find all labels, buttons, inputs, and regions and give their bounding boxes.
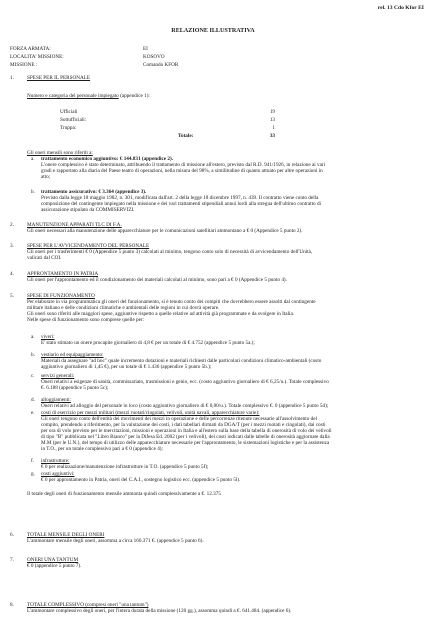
staff-count: 19 xyxy=(269,109,275,115)
text-line: Nelle spese di funzionamento sono comprese quelle per: xyxy=(27,317,145,323)
section-number: 8. xyxy=(10,602,14,608)
text-line: L'ammontare complessivo degli oneri, per l'intera durata della missione (120 gg.), assomma quindi a €. 641.484. (appendice 6). xyxy=(27,608,292,614)
oneri-item-title: trattamento assicurativo: € 3.364 (appendice 3). xyxy=(41,189,147,195)
item-letter: b. xyxy=(31,189,35,195)
item-letter: e. xyxy=(31,410,35,416)
item-letter: c. xyxy=(31,373,35,379)
section-number: 2. xyxy=(10,222,14,228)
text-line: Oneri relativi ad alloggio del personale in loco (costo aggiuntivo giornaliero di € 0,00/u.). Totale complessivo €. 0 (appendice 5 punto 5d); xyxy=(41,403,329,409)
meta-label: MISSIONE : xyxy=(10,62,38,68)
text-line: atto; xyxy=(41,174,51,180)
text-line: €. 6.188 (appendice 5 punto 5c); xyxy=(41,385,109,391)
text-line: in T.O., per un totale complessivo pari a € 0 (appendice 4); xyxy=(41,446,163,452)
text-line: gradi e rapportato alla diaria del Paese teatro di operazioni, nella misura del 98%, a similitudine di quanto attuato per altre operazioni in xyxy=(41,168,323,174)
item-title: costi di esercizio per mezzi militari (mezzi ruotati/cingolati, velivoli, unità navali, apparecchiature varie): xyxy=(41,410,260,416)
meta-label: FORZA ARMATA: xyxy=(10,46,51,52)
staff-total-value: 33 xyxy=(269,133,275,139)
item-title: servizi generali: xyxy=(41,373,75,379)
oneri-intro: Gli oneri mensili sono riferiti a: xyxy=(27,150,93,156)
section-number: 3. xyxy=(10,243,14,249)
staff-label: Truppa: xyxy=(60,125,77,131)
text-line: compito, prendendo a riferimento, per la valutazione dei costi, i dati tabellari dirmati da DGA/T (per i mezzi ruotati e cingolati), dai costi xyxy=(41,422,326,428)
text-line: valicati dal COI. xyxy=(27,255,62,261)
staff-count: 1 xyxy=(272,125,275,131)
section-number: 6. xyxy=(10,532,14,538)
text-line: Gli oneri sono riferiti alle maggiori spese, aggiuntive rispetto a quelle relative ad attività già programmate e da svolgere in Italia. xyxy=(27,311,295,317)
section-title: TOTALE MENSILE DEGLI ONERI xyxy=(27,532,105,538)
text-line: L'onere complessivo è stato determinato, attribuendo il trattamento di missione all'estero, previsto dal R.D. 941/1926, in relazione ai vari xyxy=(41,162,326,168)
text-line: Gli oneri per l'approntamento ed il condizionamento dei materiali calcolati al minimo, sono pari a € 0 (Appendice 5 punto 4). xyxy=(27,277,287,283)
staff-label: Sottufficiali: xyxy=(60,117,87,123)
text-line: € 0 per realizzazione/manutenzione infrastrutture in T.O. (appendice 5 punto 5f); xyxy=(41,464,209,470)
item-letter: b. xyxy=(31,352,35,358)
section-title: SPESE PER IL PERSONALE xyxy=(27,75,91,81)
section-number: 7. xyxy=(10,557,14,563)
staff-count: 13 xyxy=(269,117,275,123)
item-letter: g. xyxy=(31,471,35,477)
text-line: per ora di volo previsto per le mercitazioni, missioni e operazioni in Italia e all'estero sulla base della tabella di onerosità di volo dei velivoli xyxy=(41,428,332,434)
document-reference: rel. 13 Cdo Kfor EI xyxy=(377,5,424,11)
text-line: E' stato stimato un onere procapite giornaliero di 4,8 € per un totale di € 4.752 (appendice 5 punto 5a.); xyxy=(41,340,255,346)
section-title: ONERI UNA TANTUM xyxy=(27,557,79,563)
text-line: assicurazione stipulato da COMMISERVIZI. xyxy=(41,207,135,213)
item-title: infrastrutture: xyxy=(41,458,70,464)
text-line: Gli oneri tengono conto dell'entità dei movimenti dei mezzi in operazione e delle percorrenze ritenute necessarie all'assolvimento del xyxy=(41,416,317,422)
text-line: Gli oneri per i trasferimenti € 0 (Appendice 5 punto 3) calcolati al minimo, tengono conto solo di necessità di avvicendamento dell'Unità, xyxy=(27,249,313,255)
meta-label: LOCALITA' MISSIONE: xyxy=(10,54,64,60)
item-letter: d. xyxy=(31,397,35,403)
item-title: vestiario ed equipaggiamento: xyxy=(41,352,104,358)
item-title: alloggiamenti: xyxy=(41,397,71,403)
text-line: Gli oneri necessari alla manutenzione delle apparecchiature per le comunicazioni satellitari ammontano a € 0 (Appendice 5 punto 2). xyxy=(27,228,303,234)
section-title: TOTALE COMPLESSIVO (compresi oneri "una tantum") xyxy=(27,602,149,608)
staff-heading: Numero e categoria del personale impiegato (appendice 1): xyxy=(27,93,150,99)
text-line: aggiuntivo giornaliero di 1,45 €), per un totale di € 1.436 (appendice 5 punto 5b.); xyxy=(41,364,212,370)
meta-value: KOSOVO xyxy=(143,54,165,60)
meta-value: Comando KFOR xyxy=(143,62,179,68)
meta-value: EI xyxy=(143,46,148,52)
text-line: militare italiano e delle condizioni climatiche e ambientali delle regioni in cui dovrà operare. xyxy=(27,305,220,311)
item-title: costi aggiuntivi: xyxy=(41,471,75,477)
staff-total-label: Totale: xyxy=(178,133,194,139)
text-line: Previsto dalla legge 18 maggio 1982, n. 301, modificata dall'art. 2 della legge 18 dicembre 1997, n. 439. Il contratto viene conto della xyxy=(41,195,319,201)
text-line: composizione del contingente impiegato nella missione e dei vari trattamenti stipendiali annui lordi alla stregua dell'ultimo contratto di xyxy=(41,201,321,207)
text-line: M.M (per le U.N.), del tempo di utilizzo delle apparecchiature necessarie per l'approntamento, le sistemazioni logistiche e per la assistenza xyxy=(41,440,330,446)
text-line: € 0 (appendice 5 punto 7). xyxy=(27,563,82,569)
item-title: viveri: xyxy=(41,334,55,340)
funzionamento-total: Il totale degli oneri di funzionamento mensile ammonta quindi complessivamente a €. 12.375 xyxy=(27,491,221,497)
text-line: di tipo "B" pubblicata nel "Libro Bianco" per la Difesa Ed. 2002 (per i velivoli), dei costi indicati dalle tabelle di onerosità aggiornate dalla xyxy=(41,434,330,440)
section-number: 4. xyxy=(10,271,14,277)
staff-label: Ufficiali xyxy=(60,109,78,115)
item-letter: f. xyxy=(31,458,35,464)
document-title: RELAZIONE ILLUSTRATIVA xyxy=(171,27,255,34)
item-letter: a. xyxy=(31,156,35,162)
text-line: € 0 per approntamento in Patria, oneri del C.A.I., sostegno logistico ecc. (appendice 5 punto 5l). xyxy=(41,477,241,483)
text-line: Oneri relativi a esigenze di sanità, commissariato, trasmissioni e genio, ecc. (costo aggiuntivo giornaliero di € 6,25/u.). Totale complessivo xyxy=(41,379,329,385)
section-title: MANUTENZIONE APPARATI TLC DI F.A. xyxy=(27,222,122,228)
oneri-item-title: trattamento economico aggiuntivo: € 144.831 (appendice 2). xyxy=(41,156,173,162)
text-line: L'ammontare mensile degli oneri, assomma a circa 160.371 €. (appendice 5 punto 6). xyxy=(27,538,204,544)
item-letter: a. xyxy=(31,334,35,340)
section-number: 1. xyxy=(10,75,14,81)
text-line: Per elaborare in via programmatica gli oneri del funzionamento, si è tenuto conto dei compiti che dovrebbero essere assolti dal contingente xyxy=(27,299,316,305)
section-number: 5. xyxy=(10,293,14,299)
section-title: SPESE PER L'AVVICENDAMENTO DEL PERSONALE xyxy=(27,243,150,249)
section-title: SPESE DI FUNZIONAMENTO xyxy=(27,293,95,299)
section-title: APPRONTAMENTO IN PATRIA xyxy=(27,271,99,277)
text-line: Materiali da assegnare "ad hoc" quale incremento dotazioni e materiali richiesti dalle particolari condizioni climatico-ambientali (costo xyxy=(41,358,322,364)
